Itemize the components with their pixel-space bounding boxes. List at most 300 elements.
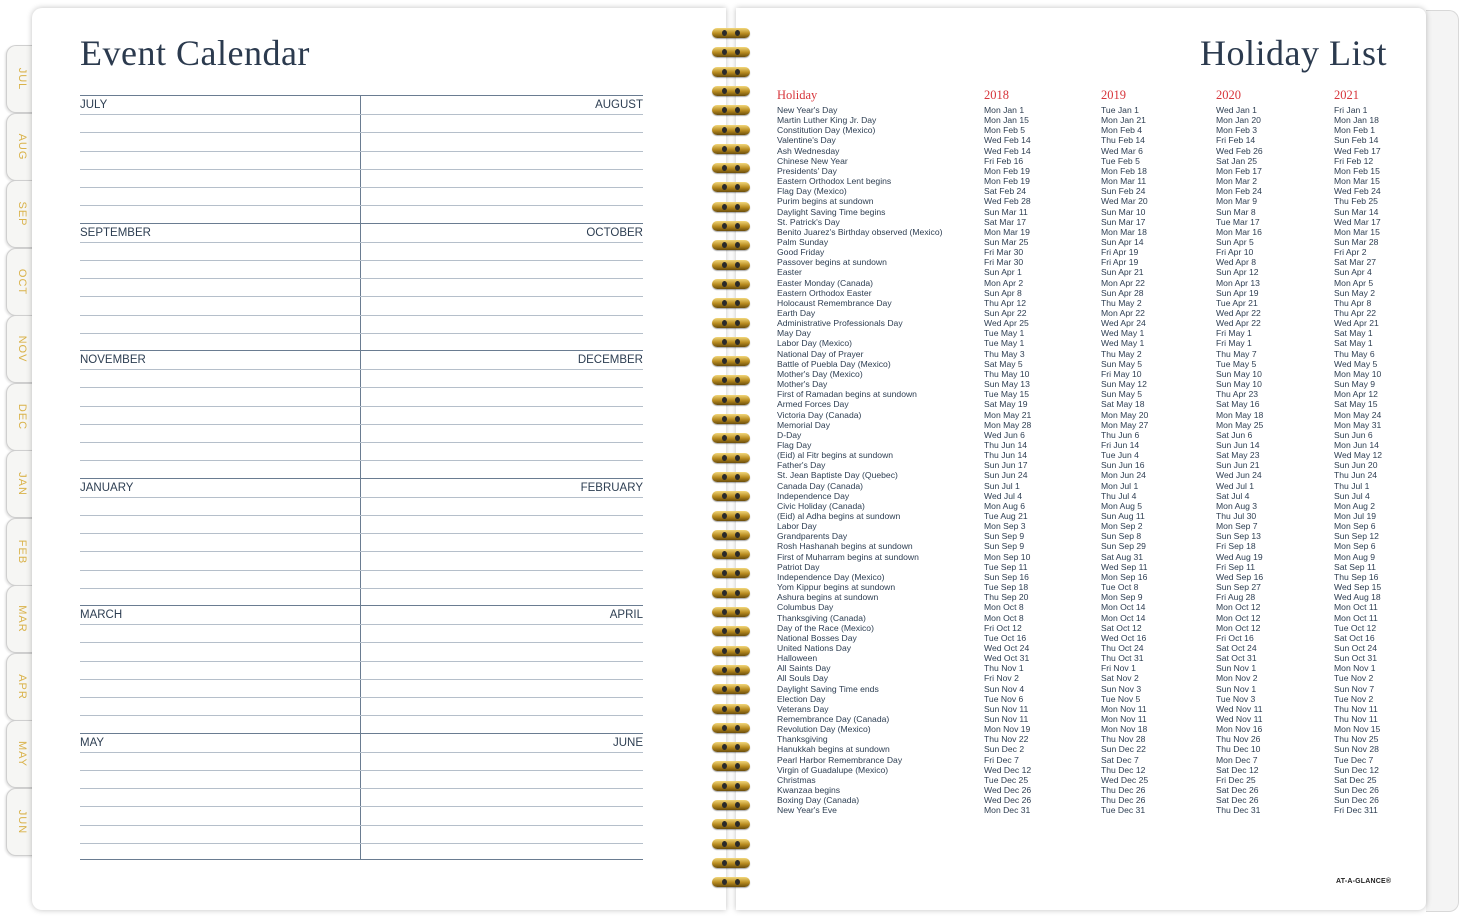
holiday-row <box>777 389 1397 399</box>
date-2020: Fri May 1 <box>1216 328 1252 339</box>
date-2019: Mon Sep 2 <box>1101 521 1143 532</box>
holiday-name: Yom Kippur begins at sundown <box>777 582 896 593</box>
spiral-coil <box>712 433 750 443</box>
date-2019: Mon Jul 1 <box>1101 480 1139 491</box>
ruled-line[interactable] <box>80 369 643 370</box>
date-2018: Wed Dec 26 <box>984 795 1032 806</box>
date-2019: Mon Sep 16 <box>1101 571 1148 582</box>
date-2018: Fri Feb 16 <box>984 155 1024 166</box>
holiday-name: D-Day <box>777 429 802 440</box>
holiday-row <box>777 491 1397 501</box>
month-pair-block <box>80 223 643 351</box>
date-2018: Wed Feb 14 <box>984 135 1031 146</box>
date-2018: Thu May 3 <box>984 348 1025 359</box>
holiday-name: Martin Luther King Jr. Day <box>777 115 877 126</box>
holiday-row <box>777 684 1397 694</box>
date-2018: Sun May 13 <box>984 379 1030 390</box>
spiral-coil <box>712 858 750 868</box>
ruled-line[interactable] <box>80 679 643 680</box>
event-calendar-grid <box>80 95 643 860</box>
holiday-name: Civic Holiday (Canada) <box>777 500 865 511</box>
holiday-name: Eastern Orthodox Easter <box>777 287 872 298</box>
holiday-name: Flag Day <box>777 439 812 450</box>
holiday-row <box>777 196 1397 206</box>
holiday-name: United Nations Day <box>777 642 852 653</box>
date-2020: Sat Dec 26 <box>1216 785 1259 796</box>
date-2020: Fri Dec 25 <box>1216 774 1256 785</box>
holiday-name: Labor Day <box>777 521 817 532</box>
holiday-name: Flag Day (Mexico) <box>777 186 847 197</box>
date-2020: Sat Jul 4 <box>1216 490 1250 501</box>
date-2021: Sat May 1 <box>1334 328 1373 339</box>
date-2020: Tue Nov 3 <box>1216 693 1256 704</box>
spiral-coil <box>712 819 750 829</box>
date-2021: Fri Apr 2 <box>1334 247 1367 258</box>
date-2020: Wed Apr 22 <box>1216 318 1261 329</box>
date-2019: Tue Jun 4 <box>1101 450 1139 461</box>
date-2020: Tue May 5 <box>1216 358 1257 369</box>
date-2019: Sun Mar 10 <box>1101 206 1146 217</box>
spiral-coil <box>712 665 750 675</box>
holiday-row <box>777 562 1397 572</box>
date-2018: Thu Nov 22 <box>984 734 1029 745</box>
date-2019: Thu Dec 12 <box>1101 764 1146 775</box>
date-2020: Tue Mar 17 <box>1216 216 1260 227</box>
date-2019: Thu May 2 <box>1101 348 1142 359</box>
month-tab-label: MAY <box>16 740 28 768</box>
holiday-name: Canada Day (Canada) <box>777 480 863 491</box>
month-tab-label: JUL <box>16 67 28 91</box>
date-2021: Mon Oct 11 <box>1334 612 1378 623</box>
holiday-row <box>777 673 1397 683</box>
date-2018: Mon Sep 3 <box>984 521 1026 532</box>
holiday-name: Daylight Saving Time begins <box>777 206 886 217</box>
date-2019: Mon Feb 4 <box>1101 125 1143 136</box>
month-pair-block <box>80 733 643 861</box>
date-2019: Mon Nov 11 <box>1101 714 1147 724</box>
date-2018: Sat May 19 <box>984 399 1028 410</box>
spiral-coil <box>712 125 750 135</box>
date-2021: Mon Jan 18 <box>1334 115 1379 126</box>
month-tab-label: DEC <box>16 403 28 430</box>
holiday-name: Independence Day <box>777 490 850 501</box>
holiday-row <box>777 785 1397 795</box>
month-tab-label: SEP <box>16 201 28 227</box>
date-2019: Sun Jun 16 <box>1101 460 1145 471</box>
ruled-line[interactable] <box>80 843 643 844</box>
date-2018: Mon Apr 2 <box>984 277 1024 288</box>
month-pair-block <box>80 95 643 223</box>
date-2021: Fri Jan 1 <box>1334 105 1368 115</box>
date-2018: Mon Jan 1 <box>984 105 1025 115</box>
spiral-coil <box>712 646 750 656</box>
date-2018: Mon Aug 6 <box>984 500 1026 511</box>
holiday-row <box>777 663 1397 673</box>
date-2021: Mon Feb 15 <box>1334 165 1380 176</box>
ruled-line[interactable] <box>80 187 643 188</box>
holiday-name: Earth Day <box>777 308 816 318</box>
header-2021: 2021 <box>1334 88 1359 102</box>
date-2018: Wed Dec 12 <box>984 764 1032 775</box>
ruled-line[interactable] <box>80 296 643 297</box>
month-tab-label: OCT <box>16 268 28 295</box>
date-2020: Fri Aug 28 <box>1216 592 1256 603</box>
date-2018: Fri Mar 30 <box>984 247 1024 258</box>
holiday-name: Purim begins at sundown <box>777 196 874 207</box>
spiral-coil <box>712 607 750 617</box>
header-2020: 2020 <box>1216 88 1241 102</box>
date-2021: Thu Nov 11 <box>1334 703 1378 714</box>
holiday-name: Boxing Day (Canada) <box>777 795 860 806</box>
date-2020: Sun Jun 14 <box>1216 439 1260 450</box>
date-2021: Thu Apr 22 <box>1334 308 1377 318</box>
date-2020: Wed Apr 8 <box>1216 257 1256 268</box>
date-2020: Wed Jul 1 <box>1216 480 1255 491</box>
month-tab-label: JAN <box>16 472 28 496</box>
holiday-row <box>777 714 1397 724</box>
date-2021: Wed Mar 17 <box>1334 216 1381 227</box>
date-2021: Sun Apr 4 <box>1334 267 1372 278</box>
date-2021: Sun Jul 4 <box>1334 490 1370 501</box>
date-2020: Thu Dec 31 <box>1216 805 1261 816</box>
spiral-coil <box>712 723 750 733</box>
holiday-name: Remembrance Day (Canada) <box>777 714 890 724</box>
ruled-line[interactable] <box>80 533 643 534</box>
holiday-row <box>777 653 1397 663</box>
spiral-coil <box>712 240 750 250</box>
holiday-name: Kwanzaa begins <box>777 785 841 796</box>
date-2018: Mon May 28 <box>984 419 1032 430</box>
date-2019: Mon Oct 14 <box>1101 602 1146 613</box>
holiday-row <box>777 481 1397 491</box>
ruled-line[interactable] <box>80 770 643 771</box>
month-tab-label: MAR <box>16 605 28 633</box>
ruled-line[interactable] <box>80 406 643 407</box>
date-2019: Thu Feb 14 <box>1101 135 1145 146</box>
date-2021: Thu Nov 11 <box>1334 714 1378 724</box>
spiral-coil <box>712 877 750 887</box>
date-2018: Fri Oct 12 <box>984 622 1022 633</box>
holiday-name: Veterans Day <box>777 703 829 714</box>
spiral-coil <box>712 298 750 308</box>
date-2021: Sun Dec 26 <box>1334 785 1379 796</box>
date-2018: Wed Dec 26 <box>984 785 1032 796</box>
holiday-name: Hanukkah begins at sundown <box>777 744 890 755</box>
spiral-coil <box>712 704 750 714</box>
holiday-name: St. Patrick's Day <box>777 216 840 227</box>
date-2021: Mon Aug 2 <box>1334 500 1376 511</box>
holiday-row <box>777 135 1397 145</box>
date-2019: Fri Apr 19 <box>1101 257 1139 268</box>
spiral-coil <box>712 163 750 173</box>
holiday-row <box>777 115 1397 125</box>
ruled-line[interactable] <box>80 333 643 334</box>
date-2018: Sun Sep 9 <box>984 531 1025 542</box>
ruled-line[interactable] <box>80 752 643 753</box>
holiday-row <box>777 217 1397 227</box>
holiday-name: Constitution Day (Mexico) <box>777 125 876 136</box>
date-2019: Wed Apr 24 <box>1101 318 1146 329</box>
date-2019: Sun Apr 14 <box>1101 236 1144 247</box>
date-2020: Thu Jul 30 <box>1216 511 1257 521</box>
ruled-line[interactable] <box>80 424 643 425</box>
date-2020: Mon Feb 24 <box>1216 186 1262 197</box>
date-2020: Wed Jun 24 <box>1216 470 1262 481</box>
ruled-line[interactable] <box>80 661 643 662</box>
holiday-row <box>777 521 1397 531</box>
holiday-row <box>777 207 1397 217</box>
date-2019: Wed Oct 16 <box>1101 632 1147 643</box>
date-2020: Fri Feb 14 <box>1216 135 1256 146</box>
date-2019: Sun May 5 <box>1101 358 1143 369</box>
holiday-name: New Year's Eve <box>777 805 837 816</box>
spiral-coil <box>712 182 750 192</box>
holiday-name: All Saints Day <box>777 663 831 674</box>
date-2020: Mon Jan 20 <box>1216 115 1261 126</box>
holiday-row <box>777 267 1397 277</box>
holiday-row <box>777 572 1397 582</box>
date-2018: Thu Jun 14 <box>984 439 1027 450</box>
spiral-coil <box>712 530 750 540</box>
date-2019: Mon May 27 <box>1101 419 1149 430</box>
holiday-row <box>777 602 1397 612</box>
date-2020: Mon Mar 2 <box>1216 176 1258 187</box>
ruled-line[interactable] <box>80 169 643 170</box>
date-2019: Tue Jan 1 <box>1101 105 1139 115</box>
date-2019: Sun Feb 24 <box>1101 186 1146 197</box>
holiday-row <box>777 349 1397 359</box>
date-2018: Sun Nov 11 <box>984 714 1029 724</box>
date-2018: Tue Aug 21 <box>984 511 1028 521</box>
date-2019: Wed Mar 6 <box>1101 145 1143 156</box>
ruled-line[interactable] <box>80 132 643 133</box>
date-2021: Thu Jul 1 <box>1334 480 1370 491</box>
date-2021: Mon Aug 9 <box>1334 551 1376 562</box>
ruled-line[interactable] <box>80 588 643 589</box>
holiday-name: Revolution Day (Mexico) <box>777 724 871 735</box>
ruled-line[interactable] <box>80 515 643 516</box>
date-2021: Sat Dec 25 <box>1334 774 1377 785</box>
spiral-coil <box>712 395 750 405</box>
holiday-name: Patriot Day <box>777 561 820 572</box>
date-2018: Wed Apr 25 <box>984 318 1029 329</box>
ruled-line[interactable] <box>80 624 643 625</box>
header-holiday: Holiday <box>777 88 818 102</box>
date-2021: Mon Jul 19 <box>1334 511 1377 521</box>
header-2019: 2019 <box>1101 88 1126 102</box>
ruled-line[interactable] <box>80 315 643 316</box>
date-2018: Tue Sep 11 <box>984 561 1028 572</box>
date-2021: Mon Mar 15 <box>1334 176 1380 187</box>
ruled-line[interactable] <box>80 278 643 279</box>
brand-logo: AT-A-GLANCE® <box>1336 878 1392 885</box>
date-2018: Wed Jun 6 <box>984 429 1025 440</box>
month-label-left: NOVEMBER <box>80 354 146 366</box>
holiday-name: Victoria Day (Canada) <box>777 409 862 420</box>
holiday-row <box>777 460 1397 470</box>
date-2020: Tue Apr 21 <box>1216 297 1258 308</box>
date-2020: Sun Nov 1 <box>1216 663 1257 674</box>
ruled-line[interactable] <box>80 242 643 243</box>
holiday-row <box>777 288 1397 298</box>
spiral-coil <box>712 588 750 598</box>
holiday-name: Father's Day <box>777 460 826 471</box>
date-2018: Sun Jul 1 <box>984 480 1020 491</box>
holiday-row <box>777 775 1397 785</box>
date-2020: Mon Nov 2 <box>1216 673 1258 684</box>
spiral-coil <box>712 684 750 694</box>
date-2018: Mon Oct 8 <box>984 612 1024 623</box>
spiral-coil <box>712 375 750 385</box>
date-2021: Wed May 5 <box>1334 358 1378 369</box>
ruled-line[interactable] <box>80 715 643 716</box>
date-2019: Mon May 20 <box>1101 409 1149 420</box>
holiday-row <box>777 704 1397 714</box>
ruled-line[interactable] <box>80 788 643 789</box>
holiday-row <box>777 582 1397 592</box>
date-2021: Mon May 10 <box>1334 368 1382 379</box>
date-2019: Thu Nov 28 <box>1101 734 1146 745</box>
ruled-line[interactable] <box>80 497 643 498</box>
ruled-line[interactable] <box>80 442 643 443</box>
date-2019: Wed Sep 11 <box>1101 561 1148 572</box>
date-2019: Sun Apr 21 <box>1101 267 1144 278</box>
date-2020: Sun May 10 <box>1216 368 1262 379</box>
date-2018: Sun Apr 1 <box>984 267 1022 278</box>
spiral-coil <box>712 221 750 231</box>
date-2019: Sat Aug 31 <box>1101 551 1144 562</box>
date-2019: Tue Dec 31 <box>1101 805 1146 816</box>
spiral-coil <box>712 28 750 38</box>
ruled-line[interactable] <box>80 697 643 698</box>
date-2021: Sun Jun 6 <box>1334 429 1373 440</box>
date-2019: Thu Oct 31 <box>1101 653 1144 664</box>
date-2020: Sun Apr 12 <box>1216 267 1259 278</box>
date-2019: Tue Feb 5 <box>1101 155 1140 166</box>
date-2021: Wed Apr 21 <box>1334 318 1379 329</box>
month-label-right: DECEMBER <box>577 354 643 366</box>
holiday-row <box>777 369 1397 379</box>
spiral-coil <box>712 800 750 810</box>
holiday-name: Presidents' Day <box>777 165 837 176</box>
holiday-name: All Souls Day <box>777 673 829 684</box>
date-2018: Mon Dec 31 <box>984 805 1031 816</box>
holiday-name: Chinese New Year <box>777 155 848 166</box>
spiral-coil <box>712 86 750 96</box>
ruled-line[interactable] <box>80 387 643 388</box>
date-2020: Mon Apr 13 <box>1216 277 1260 288</box>
holiday-row <box>777 399 1397 409</box>
date-2020: Thu Nov 26 <box>1216 734 1261 745</box>
date-2018: Sun Nov 11 <box>984 703 1029 714</box>
date-2021: Mon Jun 14 <box>1334 439 1379 450</box>
date-2021: Sun Nov 7 <box>1334 683 1375 694</box>
holiday-row <box>777 227 1397 237</box>
ruled-line[interactable] <box>80 642 643 643</box>
holiday-row <box>777 237 1397 247</box>
holiday-row <box>777 541 1397 551</box>
date-2019: Thu Dec 26 <box>1101 785 1146 796</box>
date-2018: Tue Sep 18 <box>984 582 1029 593</box>
date-2020: Mon Dec 7 <box>1216 754 1258 765</box>
holiday-row <box>777 724 1397 734</box>
date-2019: Mon Sep 9 <box>1101 592 1143 603</box>
spiral-coil <box>712 260 750 270</box>
month-pair-block <box>80 478 643 606</box>
date-2020: Sat Dec 12 <box>1216 764 1259 775</box>
holiday-row <box>777 186 1397 196</box>
date-2018: Mon Jan 15 <box>984 115 1029 126</box>
date-2019: Sat Oct 12 <box>1101 622 1142 633</box>
date-2019: Sat Nov 2 <box>1101 673 1139 684</box>
ruled-line[interactable] <box>80 260 643 261</box>
month-label-left: JULY <box>80 99 108 111</box>
ruled-line[interactable] <box>80 825 643 826</box>
date-2018: Sun Nov 4 <box>984 683 1025 694</box>
ruled-line[interactable] <box>80 806 643 807</box>
holiday-row <box>777 613 1397 623</box>
date-2020: Sun Jun 21 <box>1216 460 1260 471</box>
date-2021: Mon May 31 <box>1334 419 1382 430</box>
date-2021: Sun Mar 14 <box>1334 206 1379 217</box>
date-2020: Mon Oct 12 <box>1216 612 1261 623</box>
ruled-line[interactable] <box>80 151 643 152</box>
date-2021: Thu Feb 25 <box>1334 196 1378 207</box>
date-2020: Wed Nov 11 <box>1216 714 1263 724</box>
holiday-row <box>777 176 1397 186</box>
date-2019: Mon Oct 14 <box>1101 612 1146 623</box>
spiral-coil <box>712 626 750 636</box>
date-2020: Wed Sep 16 <box>1216 571 1264 582</box>
month-tab-label: JUN <box>16 809 28 834</box>
date-2021: Mon Oct 11 <box>1334 602 1378 613</box>
ruled-line[interactable] <box>80 460 643 461</box>
date-2020: Mon Feb 3 <box>1216 125 1258 136</box>
ruled-line[interactable] <box>80 570 643 571</box>
holiday-row <box>777 247 1397 257</box>
holiday-name: Columbus Day <box>777 602 834 613</box>
holiday-name: Halloween <box>777 653 818 664</box>
date-2018: Sun Mar 25 <box>984 236 1029 247</box>
holiday-row <box>777 379 1397 389</box>
spiral-binding <box>712 28 752 898</box>
date-2021: Mon Feb 1 <box>1334 125 1376 136</box>
date-2018: Wed Feb 14 <box>984 145 1031 156</box>
spiral-coil <box>712 105 750 115</box>
month-label-right: OCTOBER <box>586 226 643 239</box>
date-2021: Mon May 24 <box>1334 409 1382 420</box>
holiday-row <box>777 278 1397 288</box>
spiral-coil <box>712 568 750 578</box>
ruled-line[interactable] <box>80 114 643 115</box>
ruled-line[interactable] <box>80 205 643 206</box>
date-2021: Tue Dec 7 <box>1334 754 1374 765</box>
holiday-name: Battle of Puebla Day (Mexico) <box>777 358 891 369</box>
spiral-coil <box>712 511 750 521</box>
date-2018: Thu Sep 20 <box>984 592 1029 603</box>
holiday-row <box>777 125 1397 135</box>
date-2019: Sun Aug 11 <box>1101 511 1145 521</box>
date-2018: Sun Sep 16 <box>984 571 1029 582</box>
holiday-name: First of Ramadan begins at sundown <box>777 389 917 400</box>
date-2020: Sat May 16 <box>1216 399 1260 410</box>
spiral-coil <box>712 144 750 154</box>
date-2019: Mon Jan 21 <box>1101 115 1146 126</box>
date-2019: Thu Jun 6 <box>1101 429 1140 440</box>
date-2019: Fri Jun 14 <box>1101 439 1140 450</box>
holiday-row <box>777 318 1397 328</box>
ruled-line[interactable] <box>80 551 643 552</box>
